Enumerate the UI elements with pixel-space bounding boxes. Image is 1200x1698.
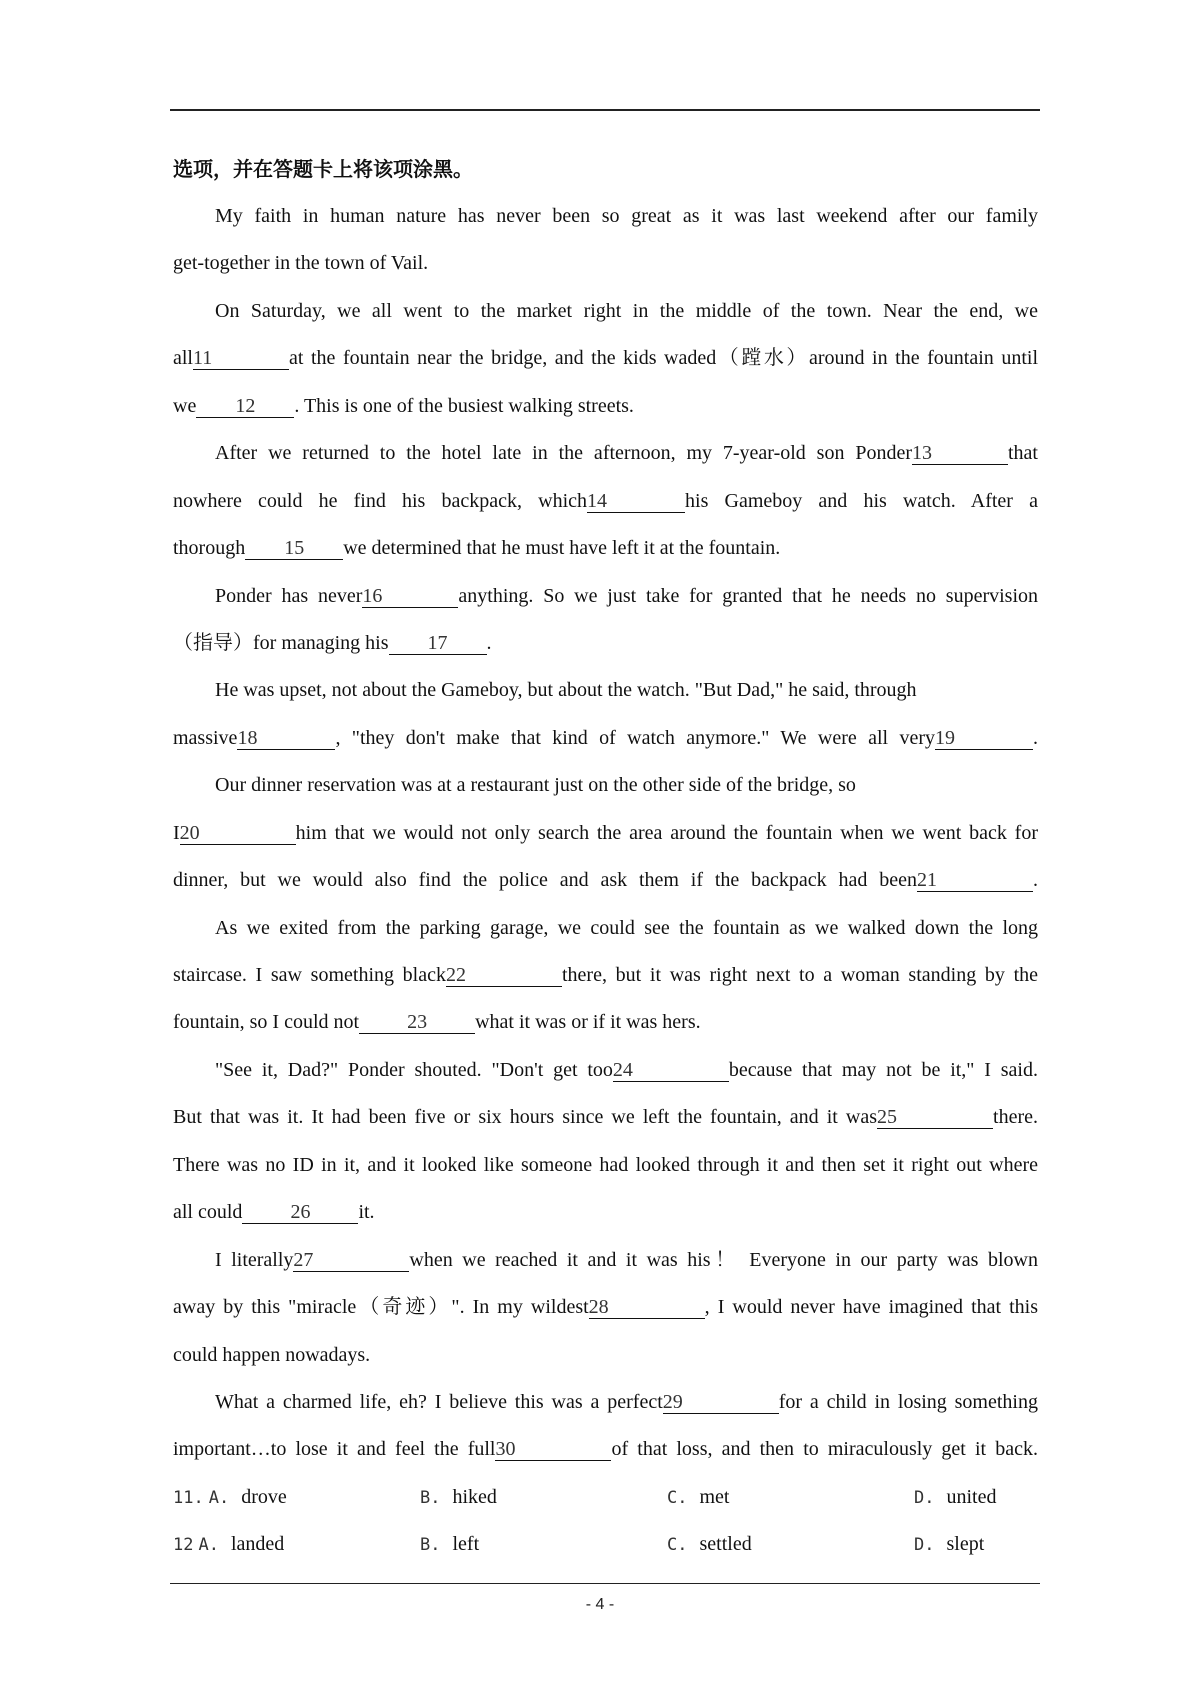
- blank-14: 14: [587, 490, 685, 513]
- options-row-11: [173, 1474, 1038, 1521]
- passage-text: we: [173, 394, 197, 417]
- passage-text: staircase. I saw something black: [173, 964, 446, 986]
- passage-text: .: [486, 631, 492, 654]
- option-letter-c: C.: [667, 1487, 688, 1508]
- passage-text: that: [1008, 442, 1038, 465]
- passage-text: could happen nowadays.: [173, 1343, 371, 1366]
- blank-23: 23: [359, 1011, 475, 1034]
- option-a: drove: [241, 1485, 287, 1508]
- blank-16: 16: [362, 585, 458, 608]
- passage-text: .: [1033, 869, 1038, 892]
- passage-text: Our dinner reservation was at a restaurant just on the other side of the bridge, so: [215, 774, 856, 797]
- blank-12: 12: [196, 395, 294, 418]
- passage-text: nowhere could he find his backpack, which: [173, 489, 588, 512]
- passage-line: [173, 762, 1038, 809]
- passage-text: My faith in human nature has never been so great as it was last weekend after our family: [215, 205, 1038, 227]
- passage-line: [173, 1426, 1038, 1473]
- question-number: 12: [173, 1535, 194, 1556]
- passage-text: But that was it. It had been five or six hours since we left the fountain, and it was: [173, 1106, 878, 1129]
- option-d: united: [946, 1485, 997, 1508]
- passage-text: I: [173, 821, 180, 844]
- option-letter-b: B.: [420, 1535, 441, 1556]
- passage-text: because that may not be it," I said.: [728, 1058, 1038, 1081]
- passage-text: we determined that he must have left it at the fountain.: [343, 537, 781, 560]
- options-row-12: [173, 1521, 1038, 1568]
- passage-text: important…to lose it and feel the full: [173, 1438, 496, 1461]
- passage-text: there.: [993, 1106, 1038, 1129]
- passage-line: [173, 573, 1038, 620]
- passage-text: anything. So we just take for granted that he needs no supervision: [458, 584, 1038, 607]
- blank-24: 24: [613, 1059, 729, 1082]
- passage-line: [173, 430, 1038, 477]
- passage-text: all: [173, 347, 193, 370]
- passage-line: [173, 478, 1038, 525]
- passage-text: , I would never have imagined that this: [704, 1296, 1038, 1319]
- option-letter-d: D.: [914, 1487, 935, 1508]
- blank-27: 27: [293, 1249, 409, 1272]
- passage-text: away by this "miracle（奇迹）". In my wildest: [173, 1296, 589, 1319]
- passage-text: massive: [173, 726, 238, 749]
- passage-text: fountain, so I could not: [173, 1011, 360, 1034]
- passage-text: .: [1033, 726, 1038, 749]
- question-number: 11.: [173, 1487, 204, 1508]
- option-d: slept: [946, 1533, 985, 1556]
- passage-text: for a child in losing something: [778, 1390, 1038, 1413]
- option-letter-d: D.: [914, 1535, 935, 1556]
- passage-text: thorough: [173, 537, 246, 560]
- passage-line: [173, 667, 1038, 714]
- blank-28: 28: [589, 1296, 705, 1319]
- passage-line: [173, 810, 1038, 857]
- passage-text: it.: [358, 1201, 375, 1224]
- passage-text: As we exited from the parking garage, we could see the fountain as we walked down the long: [215, 916, 1038, 939]
- passage-text: Ponder has never: [215, 584, 363, 607]
- passage-line: [173, 857, 1038, 904]
- passage-text: , "they don't make that kind of watch anymore." We were all very: [335, 726, 935, 749]
- blank-26: 26: [242, 1201, 358, 1224]
- passage-text: On Saturday, we all went to the market right in the middle of the town. Near the end, we: [215, 299, 1038, 322]
- passage-line: [173, 715, 1038, 762]
- option-c: settled: [699, 1533, 752, 1556]
- blank-30: 30: [495, 1438, 611, 1461]
- blank-11: 11: [193, 347, 289, 370]
- blank-17: 17: [389, 632, 487, 655]
- passage-line: [173, 383, 1038, 430]
- passage-text: dinner, but we would also find the police and ask them if the backpack had been: [173, 869, 917, 892]
- blank-15: 15: [245, 537, 343, 560]
- header-rule: [170, 109, 1040, 111]
- option-b: left: [452, 1533, 480, 1556]
- passage-text: all could: [173, 1201, 243, 1224]
- passage-line: [173, 1094, 1038, 1141]
- passage-line: [173, 288, 1038, 335]
- passage-line: [173, 952, 1038, 999]
- passage-text: there, but it was right next to a woman standing by the: [562, 964, 1038, 986]
- blank-20: 20: [180, 822, 296, 845]
- passage-line: [173, 1189, 1038, 1236]
- passage-text: at the fountain near the bridge, and the kids waded（蹚水）around in the fountain until: [289, 347, 1038, 370]
- passage-line: [173, 240, 1038, 287]
- passage-text: of that loss, and then to miraculously get it back.: [611, 1438, 1038, 1461]
- page-number: - 4 -: [585, 1596, 615, 1613]
- blank-25: 25: [877, 1106, 993, 1129]
- passage-line: [173, 1237, 1038, 1284]
- passage-line: [173, 999, 1038, 1046]
- option-a: landed: [230, 1533, 285, 1556]
- option-letter-c: C.: [667, 1535, 688, 1556]
- passage-line: [173, 620, 1038, 667]
- passage-text: What a charmed life, eh? I believe this was a perfect: [215, 1390, 663, 1413]
- passage-text: After we returned to the hotel late in the afternoon, my 7-year-old son Ponder: [215, 442, 912, 465]
- option-c: met: [699, 1485, 730, 1508]
- option-letter-a: A.: [198, 1535, 219, 1556]
- blank-21: 21: [917, 869, 1033, 892]
- blank-19: 19: [935, 727, 1033, 750]
- passage-text: him that we would not only search the area around the fountain when we went back for: [295, 821, 1038, 844]
- blank-29: 29: [663, 1391, 779, 1414]
- option-letter-a: A.: [208, 1487, 230, 1508]
- option-b: hiked: [452, 1485, 497, 1508]
- blank-22: 22: [446, 964, 562, 987]
- passage-line: [173, 1332, 1038, 1379]
- blank-18: 18: [237, 727, 335, 750]
- cloze-passage: [173, 146, 1038, 1569]
- passage-line: [173, 335, 1038, 382]
- passage-text: . This is one of the busiest walking streets.: [294, 394, 634, 417]
- passage-line: [173, 905, 1038, 952]
- passage-line: [173, 525, 1038, 572]
- passage-text: He was upset, not about the Gameboy, but about the watch. "But Dad," he said, through: [215, 679, 917, 702]
- passage-text: There was no ID in it, and it looked like someone had looked through it and then set it right out where: [173, 1153, 1038, 1176]
- passage-line: [173, 1379, 1038, 1426]
- passage-text: I literally: [215, 1248, 294, 1271]
- passage-line: [173, 193, 1038, 240]
- passage-text: "See it, Dad?" Ponder shouted. "Don't get too: [215, 1058, 613, 1081]
- blank-13: 13: [912, 442, 1008, 465]
- option-letter-b: B.: [420, 1487, 441, 1508]
- passage-text: get-together in the town of Vail.: [173, 252, 429, 275]
- footer-rule: [170, 1583, 1040, 1584]
- passage-line: [173, 1142, 1038, 1189]
- passage-line: [173, 1047, 1038, 1094]
- passage-text: （指导）for managing his: [173, 631, 389, 654]
- passage-text: when we reached it and it was his！ Everyone in our party was blown: [409, 1248, 1038, 1271]
- passage-text: what it was or if it was hers.: [475, 1011, 701, 1034]
- passage-line: [173, 1284, 1038, 1331]
- section-instruction: 选项，并在答题卡上将该项涂黑。: [173, 157, 473, 181]
- passage-text: his Gameboy and his watch. After a: [685, 489, 1038, 512]
